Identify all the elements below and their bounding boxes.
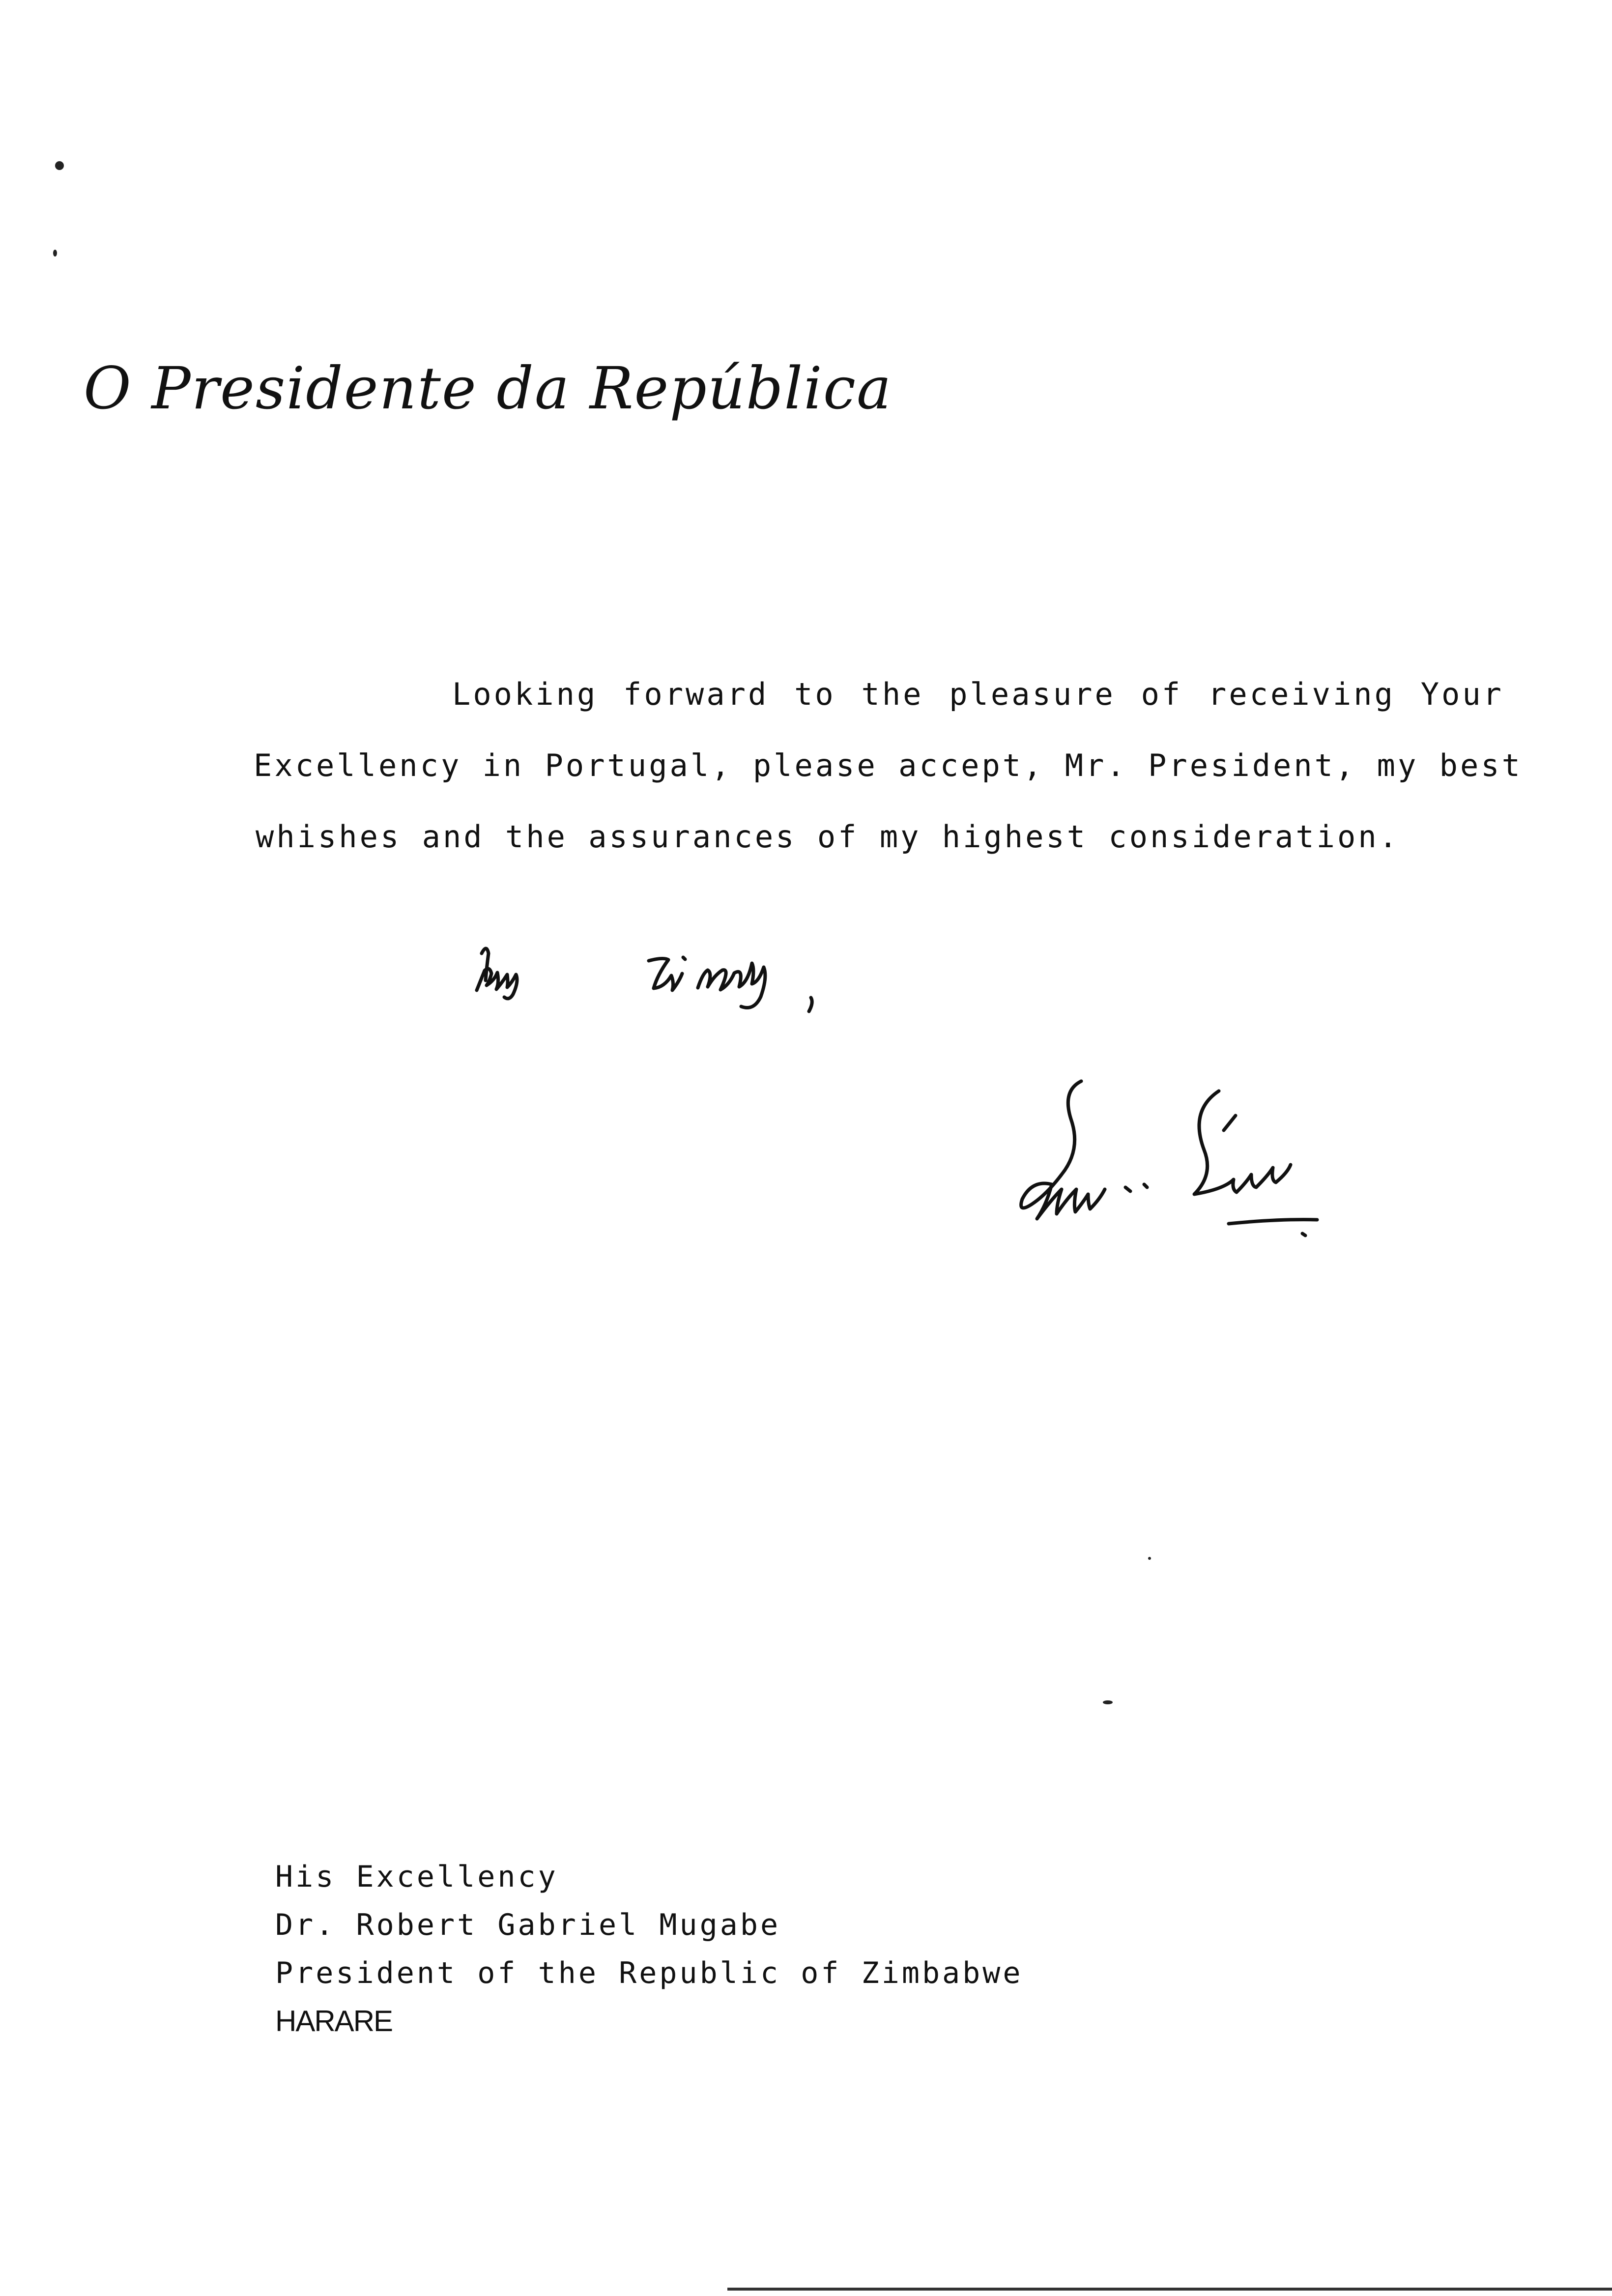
scan-edge-line [727, 2288, 1612, 2291]
signature-image [1012, 1071, 1347, 1248]
closing-handwriting-image [472, 924, 904, 1022]
address-line: His Excellency [275, 1860, 558, 1894]
handwritten-signature [1012, 1071, 1347, 1248]
address-line: President of the Republic of Zimbabwe [275, 1956, 1023, 1990]
recipient-address [275, 1853, 1023, 2045]
letterhead [84, 339, 892, 437]
handwritten-closing [472, 924, 904, 1022]
letterhead-title: O Presidente da República [84, 354, 892, 422]
letter-body [254, 659, 1523, 872]
body-line: Looking forward to the pleasure of receiving Your [452, 676, 1504, 712]
body-line: whishes and the assurances of my highest consideration. [256, 819, 1400, 855]
scan-speck [1103, 1700, 1113, 1704]
scan-speck [53, 250, 57, 257]
address-line: Dr. Robert Gabriel Mugabe [275, 1908, 781, 1942]
scan-speck [1148, 1557, 1151, 1560]
address-city: HARARE [275, 2005, 393, 2038]
body-line: Excellency in Portugal, please accept, Mr. President, my best [254, 747, 1523, 783]
scan-speck [55, 161, 64, 170]
